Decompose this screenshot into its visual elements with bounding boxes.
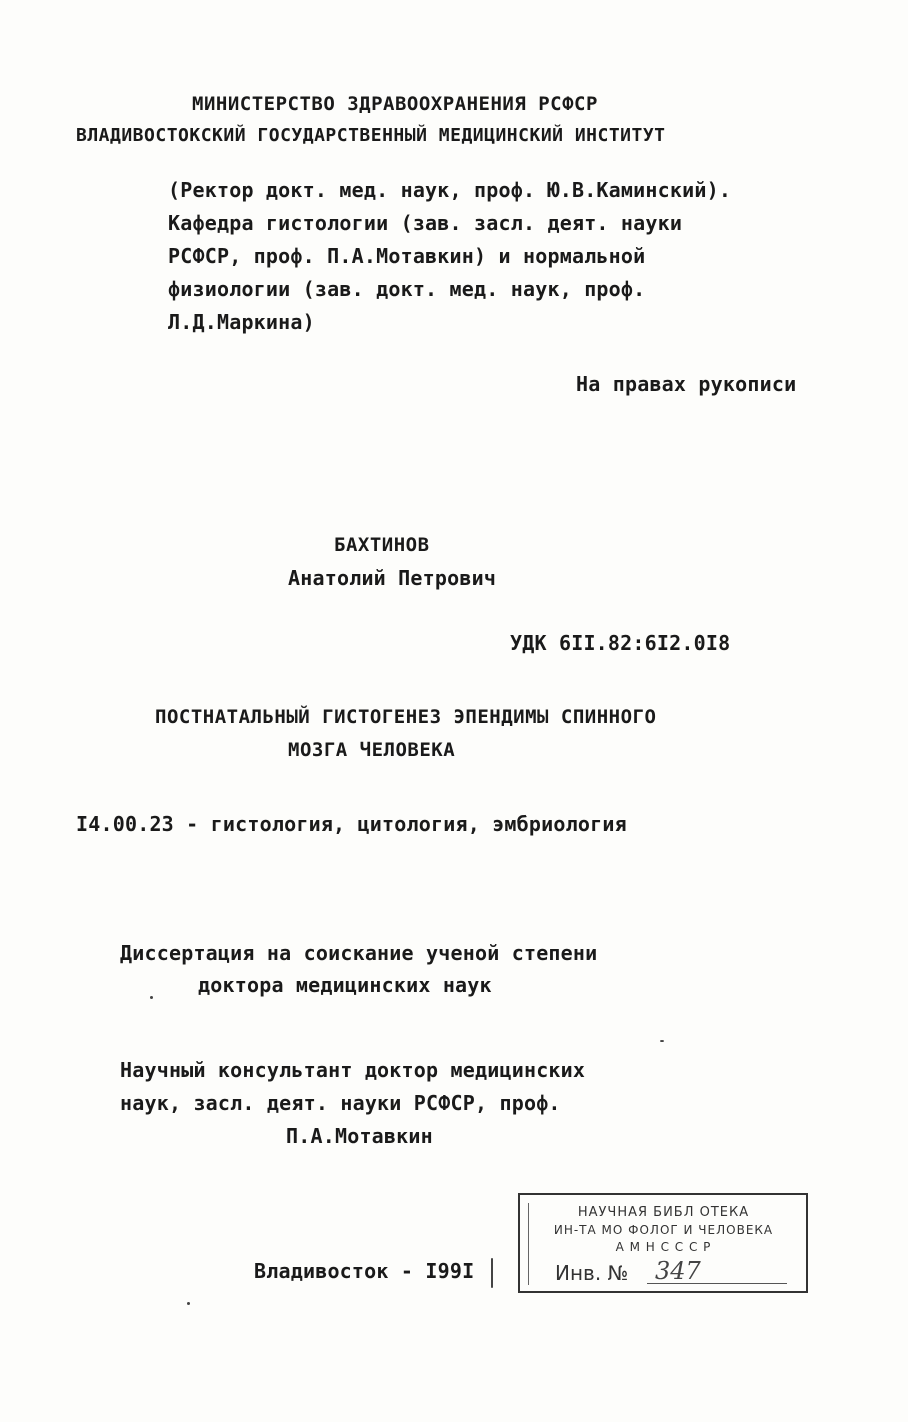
stamp-frame <box>528 1203 798 1285</box>
author-given-names: Анатолий Петрович <box>288 566 497 590</box>
specialty-code: I4.00.23 - гистология, цитология, эмбриология <box>76 812 627 836</box>
scan-speck <box>660 1040 664 1042</box>
institute-line: ВЛАДИВОСТОКСКИЙ ГОСУДАРСТВЕННЫЙ МЕДИЦИНСКИЙ ИНСТИТУТ <box>76 125 666 146</box>
stamp-inventory-number: 347 <box>655 1257 701 1285</box>
udk-code: УДК 6II.82:6I2.0I8 <box>510 631 731 655</box>
author-surname: БАХТИНОВ <box>334 534 430 556</box>
title-line: ПОСТНАТАЛЬНЫЙ ГИСТОГЕНЕЗ ЭПЕНДИМЫ СПИННОГО <box>155 706 657 728</box>
stamp-line: НАУЧНАЯ БИБЛ ОТЕКА <box>577 1205 750 1220</box>
stamp-line: А М Н С С С Р <box>615 1240 712 1254</box>
degree-line: доктора медицинских наук <box>198 973 492 997</box>
scan-speck <box>187 1302 190 1305</box>
place-and-year: Владивосток - I99I <box>254 1259 475 1283</box>
affiliation-line: Кафедра гистологии (зав. засл. деят. науки <box>168 211 683 235</box>
affiliation-line: Л.Д.Маркина) <box>168 310 315 334</box>
library-stamp <box>518 1193 808 1293</box>
scan-speck <box>150 996 153 999</box>
scan-speck <box>491 1258 493 1288</box>
consultant-line: П.А.Мотавкин <box>286 1124 433 1148</box>
degree-line: Диссертация на соискание ученой степени <box>120 941 598 965</box>
manuscript-note: На правах рукописи <box>576 372 797 396</box>
affiliation-line: (Ректор докт. мед. наук, проф. Ю.В.Каминский). <box>168 178 732 202</box>
stamp-line: ИН-ТА МО ФОЛОГ И ЧЕЛОВЕКА <box>553 1223 774 1237</box>
title-line: МОЗГА ЧЕЛОВЕКА <box>288 739 456 761</box>
affiliation-line: РСФСР, проф. П.А.Мотавкин) и нормальной <box>168 244 646 268</box>
affiliation-line: физиологии (зав. докт. мед. наук, проф. <box>168 277 646 301</box>
consultant-line: Научный консультант доктор медицинских <box>120 1058 586 1082</box>
consultant-line: наук, засл. деят. науки РСФСР, проф. <box>120 1091 561 1115</box>
ministry-line: МИНИСТЕРСТВО ЗДРАВООХРАНЕНИЯ РСФСР <box>192 93 598 115</box>
stamp-inventory-label: Инв. № <box>555 1261 629 1285</box>
stamp-underline <box>647 1283 787 1284</box>
